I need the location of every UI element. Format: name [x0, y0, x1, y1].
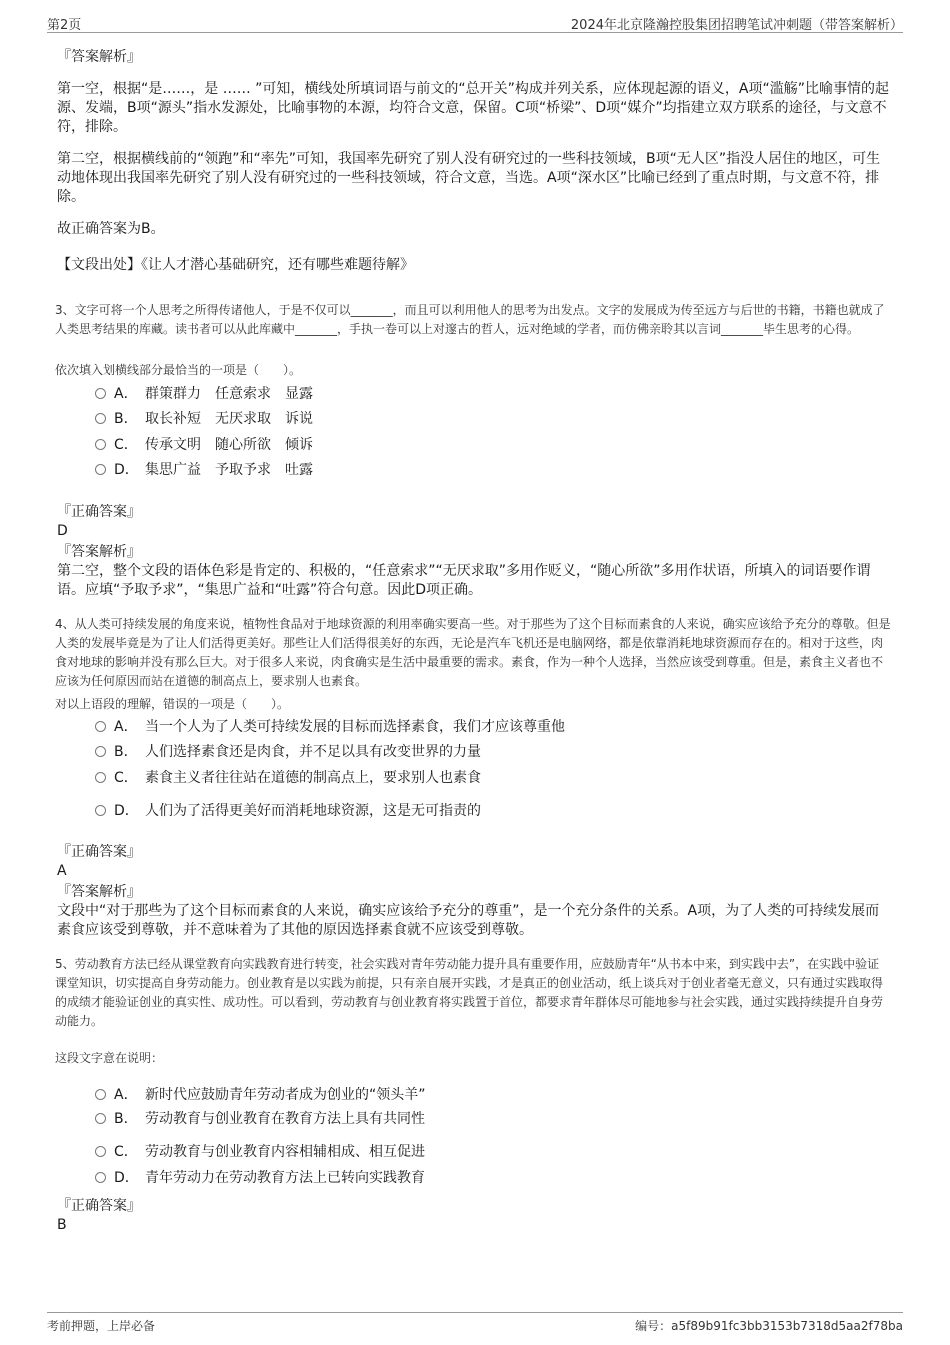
page-header: [47, 12, 903, 33]
q3-option-d[interactable]: D． 集思广益 予取予求 吐露: [95, 461, 313, 480]
q3-prompt: 依次填入划横线部分最恰当的一项是（ ）。: [55, 363, 302, 377]
q2-source: 【文段出处】《让人才潜心基础研究，还有哪些难题待解》: [57, 257, 414, 273]
radio-icon: [95, 388, 106, 399]
q2-analysis-para1: 第一空，根据“是……，是 …… ”可知，横线处所填词语与前文的“总开关”构成并列关系，应体现起源的语义，A项“滥觞”比喻事情的起源、发端，B项“源头”指水发源处，比喻事物的本源，均符合文意，保留。C项“桥梁”、D项“媒介”均指建立双方联系的途径，与文意不符，排除。: [57, 81, 889, 135]
q3-option-c[interactable]: C． 传承文明 随心所欲 倾诉: [95, 436, 313, 455]
radio-icon: [95, 439, 106, 450]
q5-option-c[interactable]: C． 劳动教育与创业教育内容相辅相成、相互促进: [95, 1143, 425, 1162]
q4-answer-label: 『正确答案』: [57, 844, 141, 860]
q4-answer: A: [57, 863, 67, 879]
radio-icon: [95, 721, 106, 732]
footer-slogan: 考前押题，上岸必备: [47, 1319, 156, 1333]
q5-stem: 5、劳动教育方法已经从课堂教育向实践教育进行转变，社会实践对青年劳动能力提升具有重要作用，应鼓励青年“从书本中来，到实践中去”，在实践中验证课堂知识，切实提高自身劳动能力。创业教育是以实践为前提，只有亲自展开实践，才是真正的创业活动，纸上谈兵对于创业者毫无意义，只有通过实践取得的成绩才能验证创业的真实性、成功性。可以看到，劳动教育与创业教育将实践置于首位，都要求青年群体尽可能地参与社会实践，通过实践持续提升自身劳动能力。: [55, 957, 884, 1028]
q3-analysis: 第二空，整个文段的语体色彩是肯定的、积极的，“任意索求”“无厌求取”多用作贬义，“随心所欲”多用作状语，所填入的词语要作谓语。应填“予取予求”，“集思广益和“吐露”符合句意。因此D项正确。: [57, 563, 871, 598]
q4-option-a[interactable]: A． 当一个人为了人类可持续发展的目标而选择素食，我们才应该尊重他: [95, 718, 565, 737]
q4-prompt: 对以上语段的理解，错误的一项是（ ）。: [55, 697, 290, 711]
q3-option-a[interactable]: A． 群策群力 任意索求 显露: [95, 385, 313, 404]
q4-option-b[interactable]: B． 人们选择素食还是肉食，并不足以具有改变世界的力量: [95, 743, 481, 762]
page-footer: [47, 1312, 903, 1337]
document-id: 编号：a5f89b91fc3bb3153b7318d5aa2f78ba: [635, 1319, 903, 1333]
radio-icon: [95, 413, 106, 424]
radio-icon: [95, 1113, 106, 1124]
q5-option-d[interactable]: D． 青年劳动力在劳动教育方法上已转向实践教育: [95, 1169, 425, 1188]
q5-answer-label: 『正确答案』: [57, 1198, 141, 1214]
q4-option-c[interactable]: C． 素食主义者往往站在道德的制高点上，要求别人也素食: [95, 769, 481, 788]
q4-analysis: 文段中“对于那些为了这个目标而素食的人来说，确实应该给予充分的尊重”，是一个充分条件的关系。A项，为了人类的可持续发展而素食应该受到尊敬，并不意味着为了其他的原因选择素食就不应该受到尊敬。: [57, 903, 880, 938]
radio-icon: [95, 1172, 106, 1183]
q3-stem: 3、文字可将一个人思考之所得传诸他人，于是不仅可以_______，而且可以利用他人的思考为出发点。文字的发展成为传至远方与后世的书籍，书籍也就成了人类思考结果的库藏。读书者可以从此库藏中_______，手执一卷可以上对邃古的哲人，远对绝域的学者，而仿佛亲聆其以言词_______毕生思考的心得。: [55, 303, 885, 336]
q2-analysis-para2: 第二空，根据横线前的“领跑”和“率先”可知，我国率先研究了别人没有研究过的一些科技领域，B项“无人区”指没人居住的地区，可生动地体现出我国率先研究了别人没有研究过的一些科技领域，符合文意，当选。A项“深水区”比喻已经到了重点时期，与文意不符，排除。: [57, 151, 881, 205]
q5-answer: B: [57, 1217, 67, 1233]
q4-stem: 4、从人类可持续发展的角度来说，植物性食品对于地球资源的利用率确实要高一些。对于那些为了这个目标而素食的人来说，确实应该给予充分的尊敬。但是人类的发展毕竟是为了让人们活得更美好。那些让人们活得很美好的东西，无论是汽车飞机还是电脑网络，都是依靠消耗地球资源而存在的。相对于这些，肉食对地球的影响并没有那么巨大。对于很多人来说，肉食确实是生活中最重要的需求。素食，作为一种个人选择，当然应该受到尊重。但是，素食主义者也不应该为任何原因而站在道德的制高点上，要求别人也素食。: [55, 617, 891, 688]
q3-analysis-label: 『答案解析』: [57, 544, 141, 560]
radio-icon: [95, 772, 106, 783]
q2-analysis-label: 『答案解析』: [57, 49, 141, 65]
q3-answer: D: [57, 523, 68, 539]
q5-option-a[interactable]: A． 新时代应鼓励青年劳动者成为创业的“领头羊”: [95, 1086, 426, 1105]
radio-icon: [95, 746, 106, 757]
page-number: 第2页: [47, 18, 82, 33]
q4-option-d[interactable]: D． 人们为了活得更美好而消耗地球资源，这是无可指责的: [95, 802, 481, 821]
q3-answer-label: 『正确答案』: [57, 504, 141, 520]
radio-icon: [95, 1146, 106, 1157]
q3-option-b[interactable]: B． 取长补短 无厌求取 诉说: [95, 410, 313, 429]
radio-icon: [95, 464, 106, 475]
radio-icon: [95, 1089, 106, 1100]
q2-conclusion: 故正确答案为B。: [57, 221, 165, 237]
q4-analysis-label: 『答案解析』: [57, 884, 141, 900]
q5-prompt: 这段文字意在说明：: [55, 1051, 164, 1065]
radio-icon: [95, 805, 106, 816]
document-title: 2024年北京隆瀚控股集团招聘笔试冲刺题（带答案解析）: [570, 18, 903, 33]
q5-option-b[interactable]: B． 劳动教育与创业教育在教育方法上具有共同性: [95, 1110, 425, 1129]
